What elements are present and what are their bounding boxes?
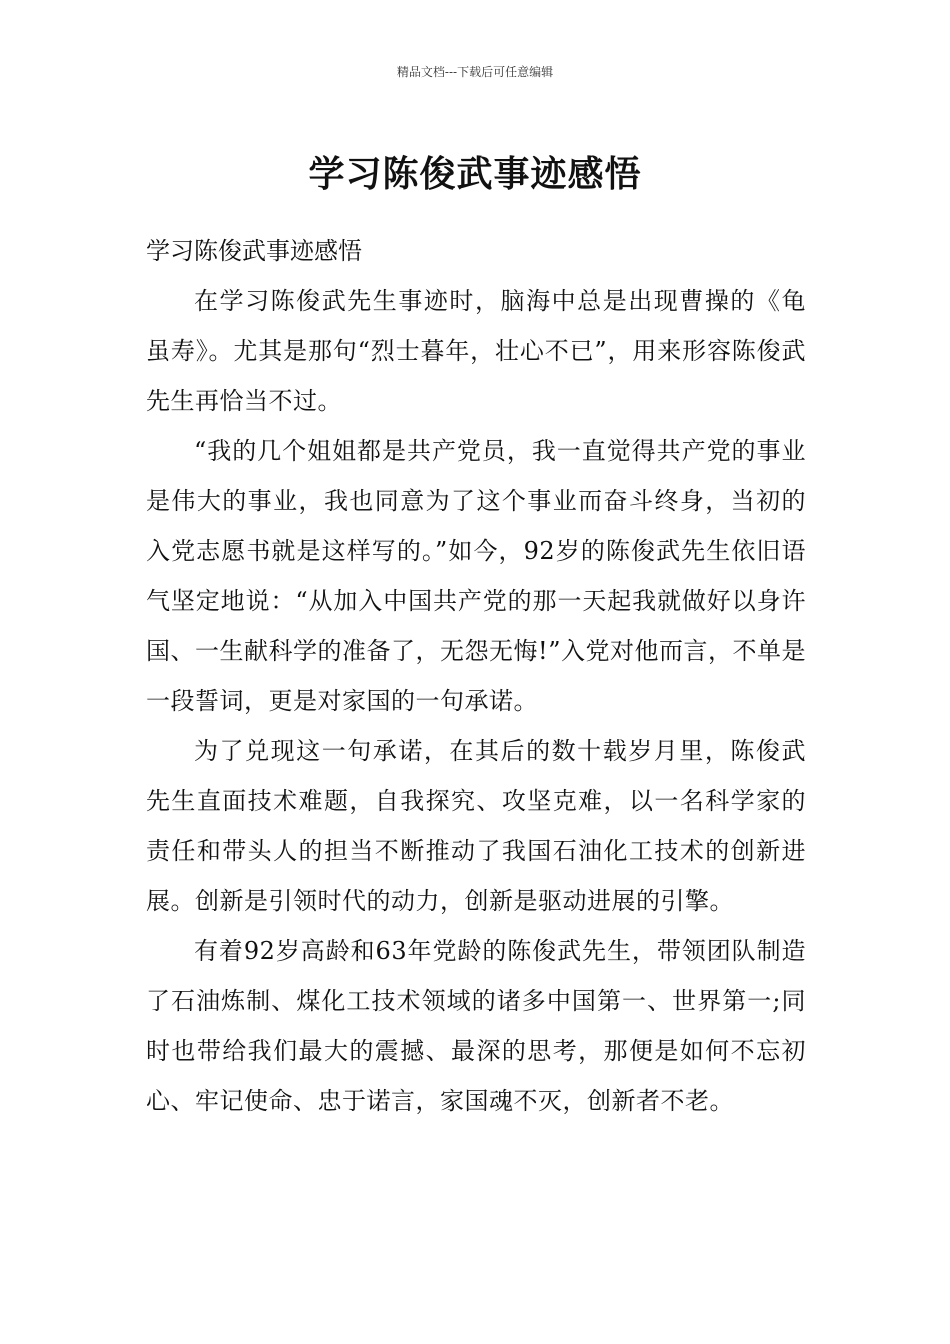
header-note: 精品文档---下载后可任意编辑	[396, 65, 554, 79]
paragraph-4: 有着92岁高龄和63年党龄的陈俊武先生，带领团队制造了石油炼制、煤化工技术领域的诸多中国第一、世界第一;同时也带给我们最大的震撼、最深的思考，那便是如何不忘初心、牢记使命、忠于诺言，家国魂不灭，创新者不老。	[146, 937, 806, 1115]
document-subtitle: 学习陈俊武事迹感悟	[146, 237, 362, 265]
paragraph-3: 为了兑现这一句承诺，在其后的数十载岁月里，陈俊武先生直面技术难题，自我探究、攻坚克难，以一名科学家的责任和带头人的担当不断推动了我国石油化工技术的创新进展。创新是引领时代的动力，创新是驱动进展的引擎。	[146, 737, 806, 915]
document-title: 学习陈俊武事迹感悟	[308, 154, 642, 196]
paragraph-2: “我的几个姐姐都是共产党员，我一直觉得共产党的事业是伟大的事业，我也同意为了这个事业而奋斗终身，当初的入党志愿书就是这样写的。”如今，92岁的陈俊武先生依旧语气坚定地说：“从加入中国共产党的那一天起我就做好以身许国、一生献科学的准备了，无怨无悔!”入党对他而言，不单是一段誓词，更是对家国的一句承诺。	[146, 437, 806, 715]
document-body	[146, 226, 806, 1126]
paragraph-1: 在学习陈俊武先生事迹时，脑海中总是出现曹操的《龟虽寿》。尤其是那句“烈士暮年，壮心不已”，用来形容陈俊武先生再恰当不过。	[146, 287, 806, 415]
